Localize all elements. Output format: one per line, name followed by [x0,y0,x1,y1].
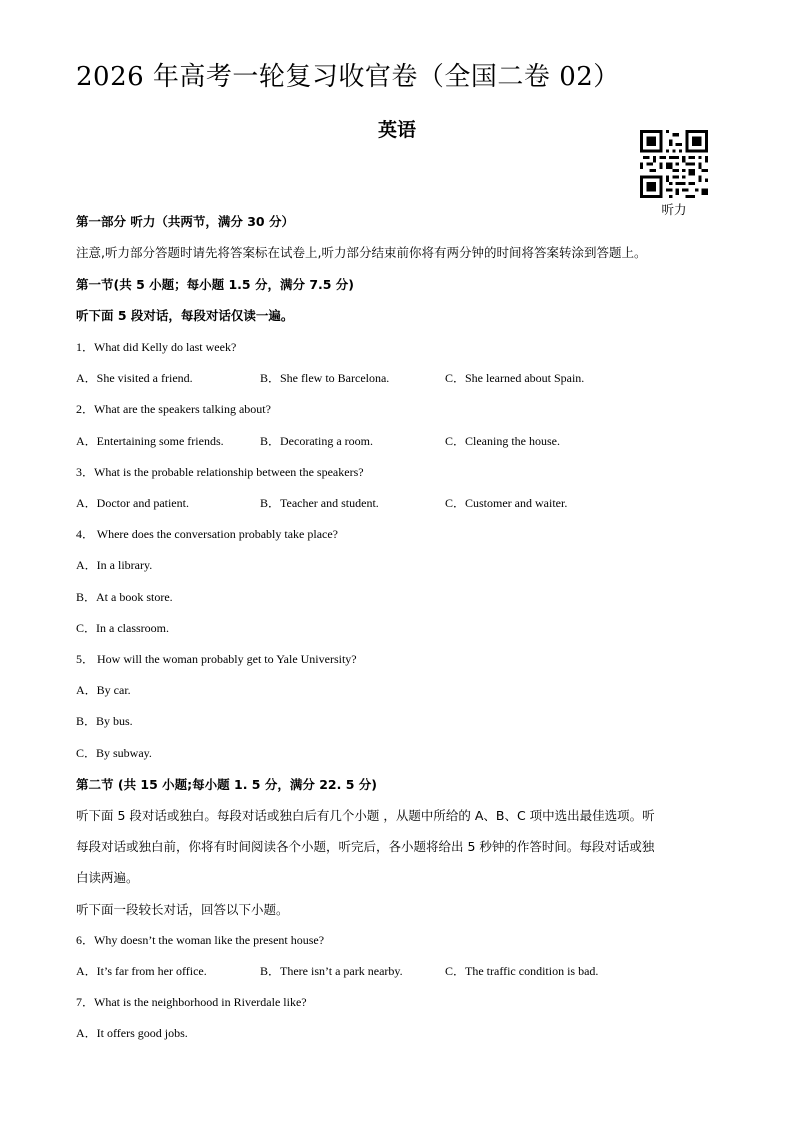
question-2-stem: 2．What are the speakers talking about? [76,402,271,416]
question-6-option-c[interactable]: C．The traffic condition is bad. [445,964,599,978]
question-3-option-c[interactable]: C．Customer and waiter. [445,496,568,510]
question-1-option-a[interactable]: A．She visited a friend. [76,371,193,385]
question-7-stem: 7．What is the neighborhood in Riverdale like? [76,995,307,1009]
question-4-stem: 4． Where does the conversation probably take place? [76,527,339,541]
subject-title: 英语 [377,119,416,141]
question-1-option-c[interactable]: C．She learned about Spain. [445,371,585,385]
question-3-stem: 3．What is the probable relationship between the speakers? [76,465,364,479]
question-2-option-a[interactable]: A．Entertaining some friends. [76,434,224,448]
section1-instruction: 听下面 5 段对话，每段对话仅读一遍。 [76,308,294,323]
section2-heading: 第二节 (共 15 小题;每小题 1. 5 分，满分 22. 5 分) [76,777,377,792]
qr-caption: 听力 [661,202,687,217]
part1-heading: 第一部分 听力（共两节，满分 30 分） [76,214,294,229]
section2-instruction-line-2: 每段对话或独白前，你将有时间阅读各个小题，听完后，各小题将给出 5 秒钟的作答时间。每段对话或独 [76,839,655,854]
question-4-option-b[interactable]: B．At a book store. [76,590,173,604]
question-6-option-a[interactable]: A．It’s far from her office. [76,964,207,978]
question-6-stem: 6．Why doesn’t the woman like the present house? [76,933,325,947]
section2-instruction-line-1: 听下面 5 段对话或独白。每段对话或独白后有几个小题 ，从题中所给的 A、B、C 项中选出最佳选项。听 [76,808,655,823]
long-dialogue-instruction: 听下面一段较长对话，回答以下小题。 [76,902,289,917]
question-5-option-b[interactable]: B．By bus. [76,714,133,728]
question-5-option-a[interactable]: A．By car. [76,683,131,697]
section2-instruction-line-3: 白读两遍。 [76,870,139,885]
question-4-option-a[interactable]: A．In a library. [76,558,153,572]
question-3-option-b[interactable]: B．Teacher and student. [260,496,379,510]
question-3-option-a[interactable]: A．Doctor and patient. [76,496,189,510]
question-1-stem: 1．What did Kelly do last week? [76,340,237,354]
qr-code-icon[interactable] [640,130,708,198]
listening-note: 注意,听力部分答题时请先将答案标在试卷上,听力部分结束前你将有两分钟的时间将答案转涂到答题上。 [76,245,647,260]
question-2-option-c[interactable]: C．Cleaning the house. [445,434,560,448]
question-6-option-b[interactable]: B．There isn’t a park nearby. [260,964,403,978]
question-4-option-c[interactable]: C．In a classroom. [76,621,169,635]
section1-heading: 第一节(共 5 小题；每小题 1.5 分，满分 7.5 分) [76,277,355,292]
question-5-option-c[interactable]: C．By subway. [76,746,152,760]
question-1-option-b[interactable]: B．She flew to Barcelona. [260,371,390,385]
question-2-option-b[interactable]: B．Decorating a room. [260,434,373,448]
question-5-stem: 5． How will the woman probably get to Yale University? [76,652,357,666]
question-7-option-a[interactable]: A．It offers good jobs. [76,1026,188,1040]
exam-title: 2026 年高考一轮复习收官卷（全国二卷 02） [76,62,620,92]
